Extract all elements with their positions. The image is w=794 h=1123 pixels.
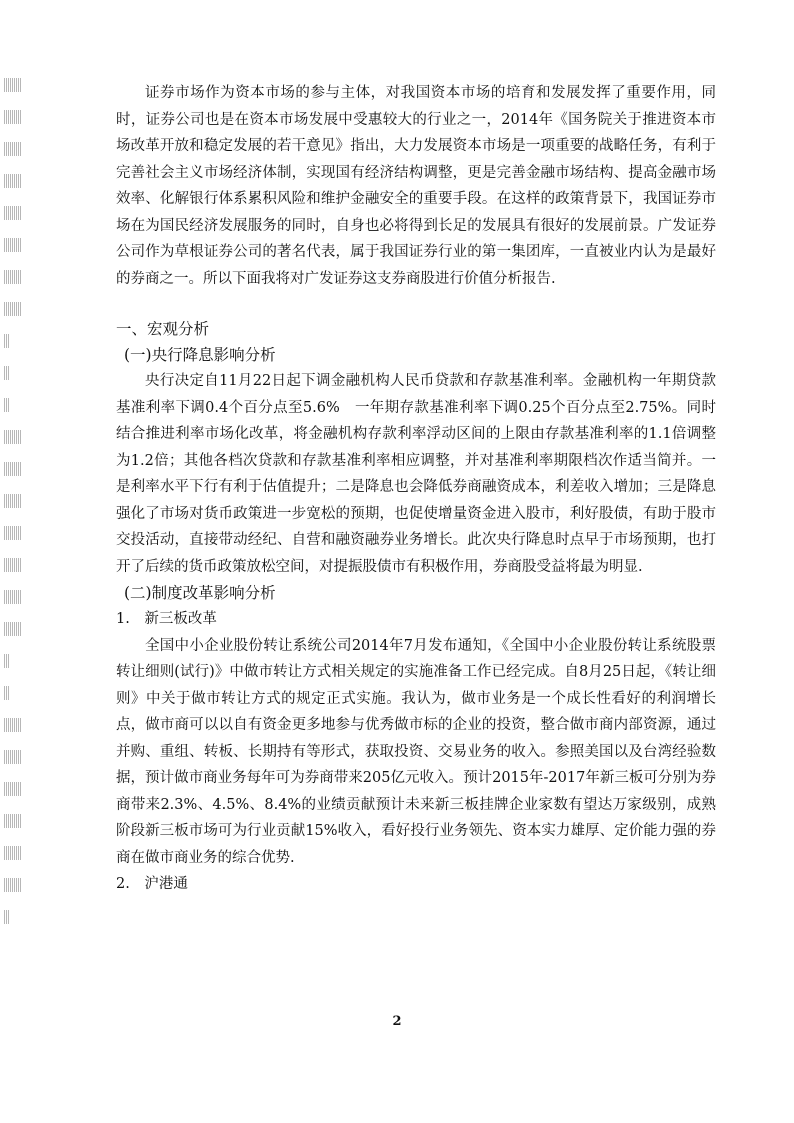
list-item-stock-connect: 2. 沪港通	[116, 876, 188, 892]
rate-cut-paragraph: 央行决定自11月22日起下调金融机构人民币贷款和存款基准利率。金融机构一年期贷款基准利率下调0.4个百分点至5.6% 一年期存款基准利率下调0.25个百分点至2.75%。同时结合推进利率市场化改革，将金融机构存款利率浮动区间的上限由存款基准利率的1.1倍调整为1.2倍；其他各档次贷款和存款基准利率相应调整，并对基准利率期限档次作适当简并。一是利率水平下行有利于估值提升；二是降息也会降低券商融资成本，利差收入增加；三是降息强化了市场对货币政策进一步宽松的预期，也促使增量资金进入股市，利好股债，有助于股市交投活动，直接带动经纪、自营和融资融券业务增长。此次央行降息时点早于市场预期，也打开了后续的货币政策放松空间，对提振股债市有积极作用，券商股受益将最为明显.	[116, 373, 716, 575]
section-heading-macro: 一、宏观分析	[116, 320, 210, 338]
subsection-heading-rate-cut: (一)央行降息影响分析	[124, 346, 276, 364]
document-body	[116, 80, 716, 898]
intro-paragraph: 证券市场作为资本市场的参与主体，对我国资本市场的培育和发展发挥了重要作用，同时，证券公司也是在资本市场发展中受惠较大的行业之一，2014年《国务院关于推进资本市场改革开放和稳定发展的若干意见》指出，大力发展资本市场是一项重要的战略任务，有利于完善社会主义市场经济体制，实现国有经济结构调整，更是完善金融市场结构、提高金融市场效率、化解银行体系累积风险和维护金融安全的重要手段。在这样的政策背景下，我国证券市场在为国民经济发展服务的同时，自身也必将得到长足的发展具有很好的发展前景。广发证券公司作为草根证券公司的著名代表，属于我国证券行业的第一集团库，一直被业内认为是最好的券商之一。所以下面我将对广发证券这支券商股进行价值分析报告.	[116, 85, 716, 287]
subsection-heading-reform: (二)制度改革影响分析	[124, 584, 276, 602]
neeq-paragraph: 全国中小企业股份转让系统公司2014年7月发布通知，《全国中小企业股份转让系统股票转让细则(试行)》中做市转让方式相关规定的实施准备工作已经完成。自8月25日起，《转让细则》中关于做市转让方式的规定正式实施。我认为，做市业务是一个成长性看好的利润增长点，做市商可以以自有资金更多地参与优秀做市标的企业的投资，整合做市商内部资源，通过并购、重组、转板、长期持有等形式，获取投资、交易业务的收入。参照美国以及台湾经验数据，预计做市商业务每年可为券商带来205亿元收入。预计2015年-2017年新三板可分别为券商带来2.3%、4.5%、8.4%的业绩贡献预计未来新三板挂牌企业家数有望达万家级别，成熟阶段新三板市场可为行业贡献15%收入，看好投行业务领先、资本实力雄厚、定价能力强的券商在做市商业务的综合优势.	[116, 637, 716, 866]
margin-scan-artifacts	[4, 78, 26, 942]
list-item-neeq: 1. 新三板改革	[116, 611, 217, 627]
page-number: 2	[392, 1014, 402, 1029]
